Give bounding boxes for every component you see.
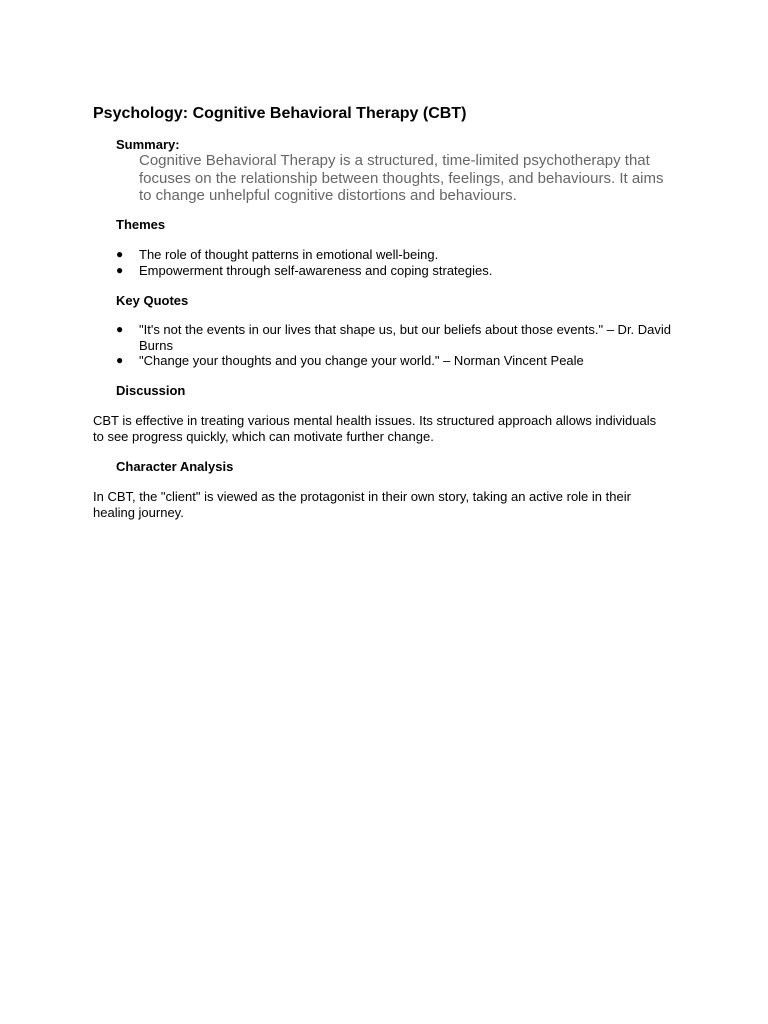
list-item: [116, 353, 676, 369]
bullet-icon: ●: [116, 247, 124, 261]
list-item: [116, 322, 676, 353]
discussion-text: CBT is effective in treating various mental health issues. Its structured approach allows individuals to see progress quickly, which can motivate further change.: [93, 413, 657, 444]
key-quotes-heading: Key Quotes: [116, 293, 189, 308]
list-item: [116, 263, 676, 279]
summary-heading: Summary:: [116, 137, 180, 152]
character-analysis-text: In CBT, the "client" is viewed as the protagonist in their own story, taking an active role in their healing journey.: [93, 489, 631, 520]
quote-text: "Change your thoughts and you change your world." – Norman Vincent Peale: [139, 353, 584, 368]
bullet-icon: ●: [116, 322, 124, 336]
character-analysis-heading: Character Analysis: [116, 459, 234, 474]
quote-text: "It's not the events in our lives that shape us, but our beliefs about those events." – Dr. David Burns: [139, 322, 672, 353]
key-quotes-list: [116, 322, 676, 369]
theme-text: Empowerment through self-awareness and coping strategies.: [139, 262, 493, 278]
list-item: [116, 247, 676, 263]
summary-text: Cognitive Behavioral Therapy is a structured, time-limited psychotherapy that focuses on the relationship between thoughts, feelings, and behaviours. It aims to change unhelpful cognitive distortions and behaviours.: [139, 152, 664, 204]
themes-heading: Themes: [116, 217, 166, 232]
themes-list: [116, 247, 676, 278]
theme-text: The role of thought patterns in emotional well-being.: [139, 247, 439, 262]
bullet-icon: ●: [116, 353, 124, 367]
bullet-icon: ●: [116, 262, 124, 277]
document-title: Psychology: Cognitive Behavioral Therapy (CBT): [93, 105, 467, 122]
discussion-heading: Discussion: [116, 383, 186, 398]
